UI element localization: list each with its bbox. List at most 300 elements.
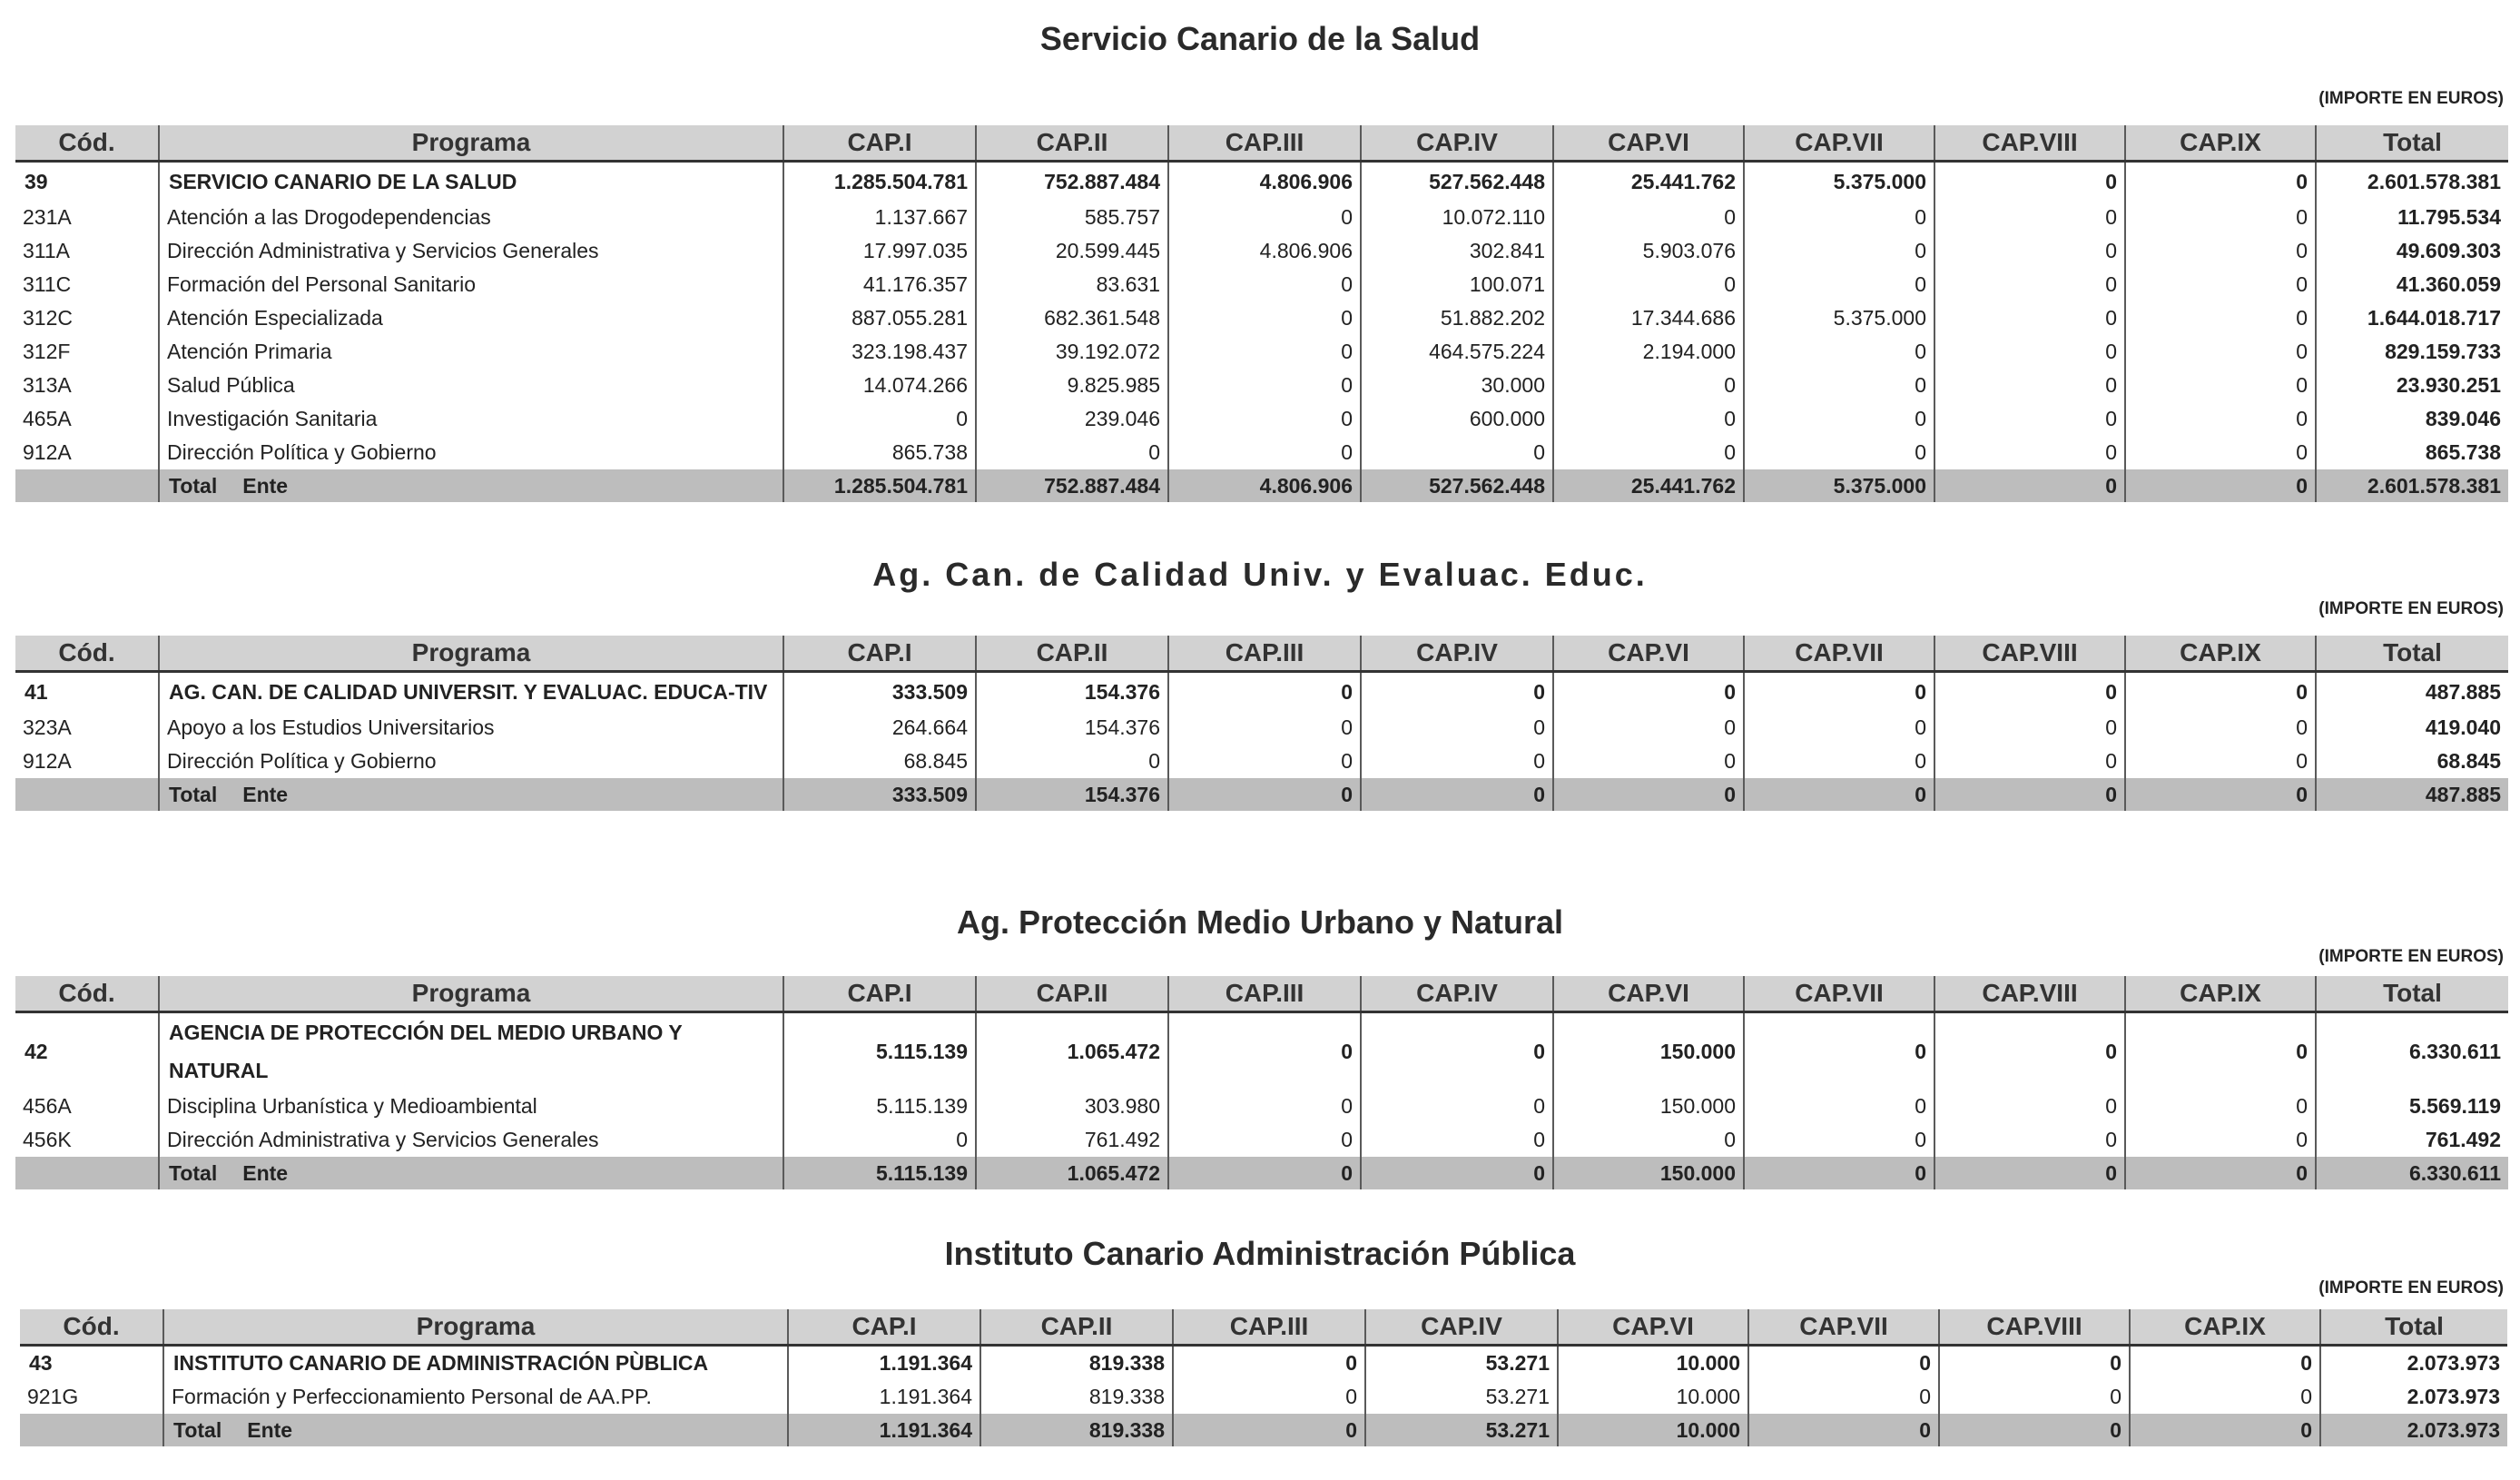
col-cap8: CAP.VIII (1934, 125, 2125, 162)
entity-row (15, 162, 2508, 202)
total-row (15, 778, 2508, 811)
row-name: Dirección Política y Gobierno (159, 436, 783, 469)
cell: 0 (1168, 335, 1361, 369)
cell: 0 (1748, 1346, 1939, 1381)
cell: 0 (1934, 201, 2125, 234)
cell: 0 (1168, 1157, 1361, 1189)
cell: 0 (2130, 1380, 2320, 1414)
col-cod: Cód. (15, 636, 159, 672)
cell: 53.271 (1365, 1346, 1558, 1381)
cell: 4.806.906 (1168, 162, 1361, 202)
cell: 2.194.000 (1553, 335, 1744, 369)
cell: 0 (1934, 711, 2125, 745)
cell: 302.841 (1361, 234, 1553, 268)
cell: 0 (1934, 672, 2125, 712)
entity-code: 41 (25, 679, 48, 704)
cell: 0 (2125, 672, 2316, 712)
cell: 0 (976, 745, 1168, 778)
cell: 333.509 (783, 672, 976, 712)
cell: 487.885 (2316, 778, 2508, 811)
col-cap6: CAP.VI (1553, 976, 1744, 1012)
cell: 2.601.578.381 (2316, 162, 2508, 202)
total-label: Total (173, 1417, 222, 1442)
cell: 887.055.281 (783, 301, 976, 335)
cell: 0 (1744, 711, 1934, 745)
row-code: 313A (23, 373, 72, 397)
cell: 0 (1934, 1090, 2125, 1123)
row-name: Dirección Administrativa y Servicios Generales (159, 234, 783, 268)
cell: 83.631 (976, 268, 1168, 301)
cell: 0 (1744, 1123, 1934, 1157)
cell: 1.191.364 (788, 1346, 980, 1381)
header-row (15, 125, 2508, 162)
table-row (15, 402, 2508, 436)
cell: 25.441.762 (1553, 469, 1744, 502)
entity-row (20, 1346, 2507, 1381)
cell: 53.271 (1365, 1380, 1558, 1414)
cell: 487.885 (2316, 672, 2508, 712)
cell: 0 (1168, 436, 1361, 469)
cell: 2.073.973 (2320, 1414, 2507, 1446)
row-code: 456K (23, 1128, 72, 1151)
col-cap7: CAP.VII (1744, 976, 1934, 1012)
row-name: Atención Especializada (159, 301, 783, 335)
cell: 0 (1934, 268, 2125, 301)
units-label: (IMPORTE EN EUROS) (2318, 89, 2504, 108)
table-row (15, 335, 2508, 369)
budget-table (15, 636, 2508, 811)
cell: 4.806.906 (1168, 469, 1361, 502)
cell: 0 (1744, 672, 1934, 712)
cell: 0 (1553, 268, 1744, 301)
cell: 0 (2125, 778, 2316, 811)
row-name: Dirección Política y Gobierno (159, 745, 783, 778)
section-title: Instituto Canario Administración Pública (944, 1235, 1576, 1272)
cell: 154.376 (976, 711, 1168, 745)
cell: 0 (1939, 1380, 2130, 1414)
row-name: Formación y Perfeccionamiento Personal de AA.PP. (163, 1380, 788, 1414)
total-code-cell (15, 778, 159, 811)
cell: 752.887.484 (976, 162, 1168, 202)
col-cap2: CAP.II (976, 976, 1168, 1012)
table-row (15, 745, 2508, 778)
cell: 39.192.072 (976, 335, 1168, 369)
cell: 150.000 (1553, 1090, 1744, 1123)
cell: 0 (2125, 162, 2316, 202)
cell-total: 49.609.303 (2316, 234, 2508, 268)
cell: 10.000 (1558, 1346, 1748, 1381)
cell: 0 (1939, 1346, 2130, 1381)
cell: 0 (1168, 1090, 1361, 1123)
cell: 0 (2125, 201, 2316, 234)
cell: 527.562.448 (1361, 469, 1553, 502)
col-cod: Cód. (15, 976, 159, 1012)
table-row (15, 1090, 2508, 1123)
row-name: Investigación Sanitaria (159, 402, 783, 436)
cell: 0 (1361, 711, 1553, 745)
cell: 0 (1934, 469, 2125, 502)
cell: 0 (2125, 1090, 2316, 1123)
row-name: Disciplina Urbanística y Medioambiental (159, 1090, 783, 1123)
cell: 0 (1934, 402, 2125, 436)
cell: 527.562.448 (1361, 162, 1553, 202)
cell: 0 (1553, 745, 1744, 778)
cell: 0 (1744, 1012, 1934, 1090)
total-label: Total (169, 1160, 218, 1185)
cell: 30.000 (1361, 369, 1553, 402)
cell: 0 (1934, 335, 2125, 369)
row-code: 312F (23, 340, 71, 363)
cell: 0 (1748, 1380, 1939, 1414)
cell: 154.376 (976, 672, 1168, 712)
cell: 0 (1173, 1346, 1365, 1381)
cell: 1.191.364 (788, 1380, 980, 1414)
cell: 0 (1361, 778, 1553, 811)
entity-code: 42 (25, 1039, 48, 1063)
cell: 0 (1744, 402, 1934, 436)
cell: 0 (2125, 436, 2316, 469)
cell: 0 (1748, 1414, 1939, 1446)
budget-table (20, 1309, 2507, 1446)
entity-row (15, 1012, 2508, 1090)
col-cap7: CAP.VII (1744, 125, 1934, 162)
cell: 0 (1361, 672, 1553, 712)
cell: 0 (2125, 1123, 2316, 1157)
col-cap3: CAP.III (1168, 636, 1361, 672)
cell: 0 (2125, 301, 2316, 335)
cell: 0 (1744, 335, 1934, 369)
cell: 41.176.357 (783, 268, 976, 301)
cell: 600.000 (1361, 402, 1553, 436)
row-code: 912A (23, 749, 72, 773)
col-cap6: CAP.VI (1553, 125, 1744, 162)
cell: 0 (1553, 402, 1744, 436)
cell: 0 (2125, 335, 2316, 369)
cell: 0 (1934, 1012, 2125, 1090)
header-row (20, 1309, 2507, 1346)
cell: 17.344.686 (1553, 301, 1744, 335)
cell: 0 (1361, 1012, 1553, 1090)
entity-name: AGENCIA DE PROTECCIÓN DEL MEDIO URBANO Y NATURAL (159, 1012, 783, 1090)
table-row (15, 1123, 2508, 1157)
col-cap7: CAP.VII (1748, 1309, 1939, 1346)
cell: 0 (1934, 778, 2125, 811)
col-cap9: CAP.IX (2125, 125, 2316, 162)
col-cap8: CAP.VIII (1939, 1309, 2130, 1346)
cell: 2.073.973 (2320, 1346, 2507, 1381)
cell: 0 (1173, 1414, 1365, 1446)
col-programa: Programa (159, 125, 783, 162)
row-code: 311C (23, 272, 72, 296)
cell: 264.664 (783, 711, 976, 745)
units-label: (IMPORTE EN EUROS) (2318, 599, 2504, 618)
table-row (15, 268, 2508, 301)
cell: 865.738 (783, 436, 976, 469)
col-programa: Programa (159, 976, 783, 1012)
cell: 333.509 (783, 778, 976, 811)
table-row (15, 369, 2508, 402)
cell: 0 (1934, 436, 2125, 469)
cell: 0 (1934, 234, 2125, 268)
col-cap1: CAP.I (783, 636, 976, 672)
row-name: Dirección Administrativa y Servicios Generales (159, 1123, 783, 1157)
row-code: 231A (23, 205, 72, 229)
total-label-cell (163, 1414, 788, 1446)
cell: 0 (1934, 369, 2125, 402)
cell: 0 (1553, 369, 1744, 402)
cell: 4.806.906 (1168, 234, 1361, 268)
budget-table (15, 976, 2508, 1189)
cell: 0 (1934, 1123, 2125, 1157)
cell: 10.072.110 (1361, 201, 1553, 234)
row-code: 311A (23, 239, 71, 262)
cell: 0 (1553, 711, 1744, 745)
units-label: (IMPORTE EN EUROS) (2318, 947, 2504, 966)
col-programa: Programa (159, 636, 783, 672)
col-cap6: CAP.VI (1558, 1309, 1748, 1346)
total-row (15, 1157, 2508, 1189)
col-cap1: CAP.I (783, 976, 976, 1012)
cell: 150.000 (1553, 1157, 1744, 1189)
cell: 0 (2130, 1346, 2320, 1381)
entity-code: 43 (29, 1351, 53, 1375)
col-cap4: CAP.IV (1361, 125, 1553, 162)
cell-total: 839.046 (2316, 402, 2508, 436)
cell: 761.492 (976, 1123, 1168, 1157)
col-cap9: CAP.IX (2125, 976, 2316, 1012)
col-cap8: CAP.VIII (1934, 636, 2125, 672)
cell: 0 (2125, 402, 2316, 436)
section-title: Ag. Can. de Calidad Univ. y Evaluac. Educ. (872, 556, 1648, 593)
cell: 464.575.224 (1361, 335, 1553, 369)
cell: 0 (1934, 301, 2125, 335)
cell: 0 (1744, 1090, 1934, 1123)
cell: 0 (1361, 436, 1553, 469)
cell-total: 829.159.733 (2316, 335, 2508, 369)
cell-total: 68.845 (2316, 745, 2508, 778)
cell: 10.000 (1558, 1380, 1748, 1414)
cell: 0 (1173, 1380, 1365, 1414)
table-row (15, 234, 2508, 268)
cell-total: 761.492 (2316, 1123, 2508, 1157)
col-total: Total (2316, 636, 2508, 672)
col-cap1: CAP.I (788, 1309, 980, 1346)
total-code-cell (15, 469, 159, 502)
col-cap1: CAP.I (783, 125, 976, 162)
ente-label: Ente (242, 473, 289, 498)
cell: 0 (976, 436, 1168, 469)
cell: 100.071 (1361, 268, 1553, 301)
cell-total: 419.040 (2316, 711, 2508, 745)
cell: 9.825.985 (976, 369, 1168, 402)
cell: 0 (1553, 672, 1744, 712)
cell: 0 (1168, 672, 1361, 712)
cell: 0 (1744, 201, 1934, 234)
cell: 150.000 (1553, 1012, 1744, 1090)
col-cap9: CAP.IX (2130, 1309, 2320, 1346)
row-code: 323A (23, 715, 72, 739)
cell: 5.115.139 (783, 1090, 976, 1123)
cell: 752.887.484 (976, 469, 1168, 502)
row-code: 912A (23, 440, 72, 464)
cell: 20.599.445 (976, 234, 1168, 268)
cell: 1.137.667 (783, 201, 976, 234)
cell: 0 (1361, 1157, 1553, 1189)
cell: 0 (1744, 268, 1934, 301)
col-cod: Cód. (20, 1309, 163, 1346)
cell: 2.601.578.381 (2316, 469, 2508, 502)
cell: 0 (1168, 268, 1361, 301)
cell: 0 (1744, 234, 1934, 268)
row-code: 465A (23, 407, 72, 430)
cell: 0 (1168, 711, 1361, 745)
cell: 0 (1934, 1157, 2125, 1189)
col-cap3: CAP.III (1168, 125, 1361, 162)
cell: 0 (1744, 369, 1934, 402)
cell: 585.757 (976, 201, 1168, 234)
cell: 5.375.000 (1744, 162, 1934, 202)
col-cap2: CAP.II (980, 1309, 1173, 1346)
cell: 5.115.139 (783, 1012, 976, 1090)
entity-name: AG. CAN. DE CALIDAD UNIVERSIT. Y EVALUAC. EDUCA-TIV (159, 672, 783, 712)
cell: 6.330.611 (2316, 1157, 2508, 1189)
cell: 0 (783, 402, 976, 436)
cell: 0 (1168, 301, 1361, 335)
col-cod: Cód. (15, 125, 159, 162)
cell: 25.441.762 (1553, 162, 1744, 202)
entity-code: 39 (25, 169, 48, 193)
row-name: Apoyo a los Estudios Universitarios (159, 711, 783, 745)
col-programa: Programa (163, 1309, 788, 1346)
table-row (15, 301, 2508, 335)
row-code: 921G (27, 1385, 79, 1408)
cell: 0 (1168, 201, 1361, 234)
header-row (15, 636, 2508, 672)
row-name: Salud Pública (159, 369, 783, 402)
total-row (15, 469, 2508, 502)
table-row (15, 201, 2508, 234)
cell: 0 (2130, 1414, 2320, 1446)
cell: 5.903.076 (1553, 234, 1744, 268)
cell: 1.065.472 (976, 1012, 1168, 1090)
cell: 0 (1744, 436, 1934, 469)
col-cap8: CAP.VIII (1934, 976, 2125, 1012)
col-cap3: CAP.III (1173, 1309, 1365, 1346)
cell: 239.046 (976, 402, 1168, 436)
cell: 0 (2125, 1012, 2316, 1090)
ente-label: Ente (242, 782, 289, 806)
table-row (15, 711, 2508, 745)
cell: 0 (1553, 436, 1744, 469)
cell: 0 (1934, 162, 2125, 202)
cell: 0 (1744, 1157, 1934, 1189)
header-row (15, 976, 2508, 1012)
col-total: Total (2316, 976, 2508, 1012)
total-label-cell (159, 1157, 783, 1189)
cell: 0 (783, 1123, 976, 1157)
cell: 303.980 (976, 1090, 1168, 1123)
table-row (15, 436, 2508, 469)
cell: 6.330.611 (2316, 1012, 2508, 1090)
cell: 0 (1553, 778, 1744, 811)
cell: 0 (2125, 268, 2316, 301)
col-cap3: CAP.III (1168, 976, 1361, 1012)
cell-total: 1.644.018.717 (2316, 301, 2508, 335)
cell: 0 (1744, 745, 1934, 778)
col-cap6: CAP.VI (1553, 636, 1744, 672)
cell: 5.115.139 (783, 1157, 976, 1189)
cell: 0 (2125, 369, 2316, 402)
row-name: Formación del Personal Sanitario (159, 268, 783, 301)
row-code: 456A (23, 1094, 72, 1118)
cell: 0 (1553, 1123, 1744, 1157)
entity-name: INSTITUTO CANARIO DE ADMINISTRACIÓN PÙBLICA (163, 1346, 788, 1381)
total-label: Total (169, 782, 218, 806)
section-title: Servicio Canario de la Salud (1039, 20, 1481, 57)
cell: 0 (1168, 402, 1361, 436)
cell: 51.882.202 (1361, 301, 1553, 335)
cell: 0 (1361, 745, 1553, 778)
total-code-cell (20, 1414, 163, 1446)
col-cap4: CAP.IV (1365, 1309, 1558, 1346)
cell: 0 (2125, 234, 2316, 268)
cell: 1.191.364 (788, 1414, 980, 1446)
col-cap4: CAP.IV (1361, 976, 1553, 1012)
cell-total: 11.795.534 (2316, 201, 2508, 234)
entity-name: SERVICIO CANARIO DE LA SALUD (159, 162, 783, 202)
row-name: Atención Primaria (159, 335, 783, 369)
cell: 819.338 (980, 1380, 1173, 1414)
cell: 0 (1168, 1123, 1361, 1157)
ente-label: Ente (247, 1417, 293, 1442)
cell: 68.845 (783, 745, 976, 778)
col-cap9: CAP.IX (2125, 636, 2316, 672)
cell-total: 2.073.973 (2320, 1380, 2507, 1414)
cell: 323.198.437 (783, 335, 976, 369)
col-total: Total (2316, 125, 2508, 162)
cell: 0 (1553, 201, 1744, 234)
cell: 0 (2125, 469, 2316, 502)
ente-label: Ente (242, 1160, 289, 1185)
col-cap7: CAP.VII (1744, 636, 1934, 672)
total-label-cell (159, 469, 783, 502)
cell: 1.285.504.781 (783, 162, 976, 202)
cell: 0 (1361, 1090, 1553, 1123)
total-label: Total (169, 473, 218, 498)
entity-row (15, 672, 2508, 712)
cell: 0 (2125, 711, 2316, 745)
col-cap2: CAP.II (976, 125, 1168, 162)
cell: 0 (1361, 1123, 1553, 1157)
cell: 5.375.000 (1744, 469, 1934, 502)
row-code: 312C (23, 306, 73, 330)
table-row (20, 1380, 2507, 1414)
cell: 0 (1934, 745, 2125, 778)
row-name: Atención a las Drogodependencias (159, 201, 783, 234)
col-cap4: CAP.IV (1361, 636, 1553, 672)
total-label-cell (159, 778, 783, 811)
cell: 0 (2125, 745, 2316, 778)
cell: 154.376 (976, 778, 1168, 811)
units-label: (IMPORTE EN EUROS) (2318, 1278, 2504, 1297)
col-total: Total (2320, 1309, 2507, 1346)
total-code-cell (15, 1157, 159, 1189)
total-row (20, 1414, 2507, 1446)
cell: 1.065.472 (976, 1157, 1168, 1189)
cell-total: 23.930.251 (2316, 369, 2508, 402)
cell: 0 (1168, 1012, 1361, 1090)
cell: 0 (1168, 369, 1361, 402)
